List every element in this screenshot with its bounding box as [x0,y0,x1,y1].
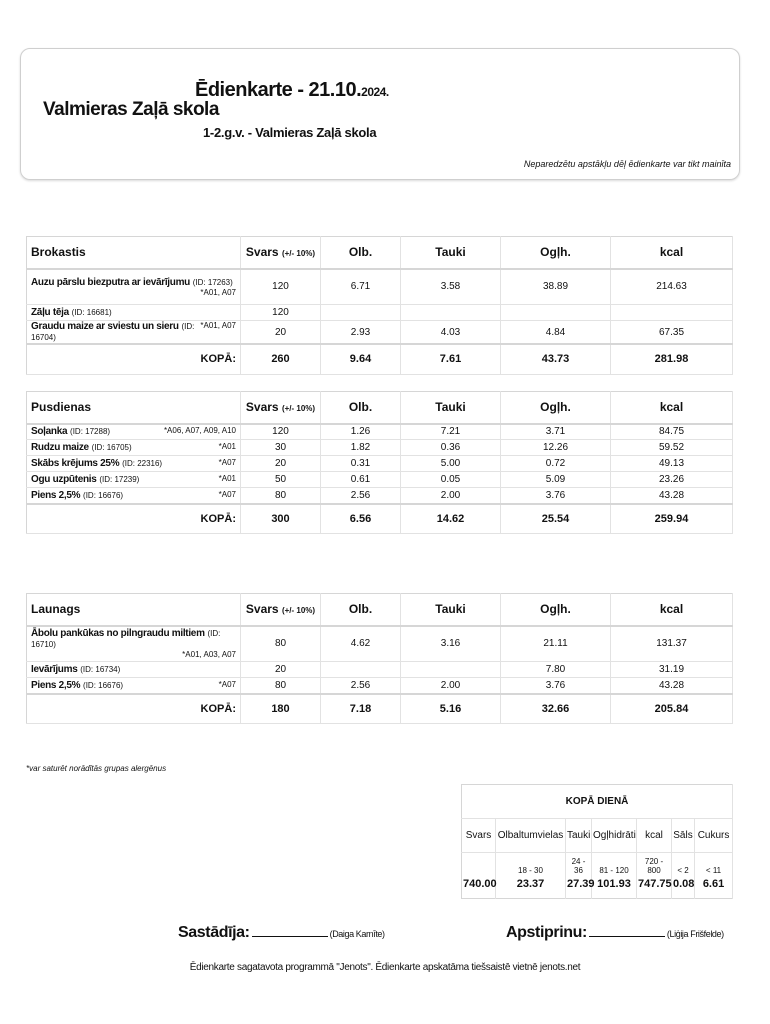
kcal-value: 84.75 [611,424,733,440]
dish-cell [27,321,241,345]
daily-header-cell: Sāls [672,819,695,853]
daily-title: KOPĀ DIENĀ [462,785,733,819]
dish-row [27,440,733,456]
dish-row [27,488,733,504]
approved-label: Apstiprinu: [506,924,587,941]
dish-cell [27,424,241,440]
carbs-value: 0.72 [501,456,611,472]
weight-label: Svars [245,602,279,617]
total-kcal: 281.98 [611,344,733,374]
total-weight: 260 [241,344,321,374]
fat-value: 3.16 [401,626,501,662]
kcal-value: 49.13 [611,456,733,472]
meal-table [26,236,733,375]
dish-cell [27,305,241,321]
protein-value: 1.82 [321,440,401,456]
allergen-codes: *A01, A07 [200,321,236,330]
fat-header: Tauki [401,594,501,626]
meal-header-row [27,392,733,424]
fat-header: Tauki [401,392,501,424]
signature-line [589,925,665,937]
dish-id: (ID: 17288) [70,427,111,437]
allergen-codes: *A07 [218,489,236,499]
meal-table [26,391,733,534]
daily-header-cell: Svars [462,819,496,853]
protein-value [321,305,401,321]
total-row [27,504,733,534]
total-kcal: 205.84 [611,694,733,724]
daily-value-cell: 747.75 [637,875,672,899]
allergen-codes: *A07 [218,458,236,467]
protein-value: 1.26 [321,424,401,440]
dish-name: Piens 2,5% [31,489,81,501]
fat-value: 3.58 [401,269,501,305]
dish-row [27,662,733,678]
dish-cell [27,662,241,678]
daily-header-cell: Olbaltumvielas [496,819,566,853]
total-label: KOPĀ: [27,694,241,724]
menu-change-note: Neparedzētu apstākļu dēļ ēdienkarte var tikt mainīta [523,159,731,169]
weight-value: 30 [241,440,321,456]
compiled-person: (Daiga Karnīte) [329,929,385,939]
dish-id: (ID: 17263) [192,277,233,287]
allergen-codes: *A07 [218,679,236,689]
carbs-header: Ogļh. [501,237,611,269]
menu-date: Ēdienkarte - 21.10. [195,79,362,101]
weight-value: 80 [241,626,321,662]
dish-name: Soļanka [31,426,68,438]
fat-value [401,662,501,678]
total-weight: 300 [241,504,321,534]
weight-value: 80 [241,488,321,504]
dish-name: Piens 2,5% [31,679,81,691]
protein-header: Olb. [321,392,401,424]
daily-norm-cell: < 2 [672,853,695,875]
dish-cell [27,472,241,488]
daily-norm-row [462,853,733,875]
dish-cell [27,269,241,305]
allergen-note: *var saturēt norādītās grupas alergēnus [26,764,167,773]
daily-header-row [462,819,733,853]
dish-id: (ID: 17239) [99,475,140,484]
carbs-header: Ogļh. [501,392,611,424]
dish-id: (ID: 16705) [91,443,132,452]
dish-name: Auzu pārslu biezputra ar ievārījumu [31,276,190,288]
kcal-value: 23.26 [611,472,733,488]
allergen-codes: *A01, A07 [200,287,236,297]
dish-name: Ievārījums [31,664,78,675]
carbs-value: 4.84 [501,321,611,345]
daily-value-cell: 6.61 [695,875,733,899]
weight-header [241,594,321,626]
total-protein: 9.64 [321,344,401,374]
approved-person: (Liģija Frišfelde) [666,929,724,939]
protein-value [321,662,401,678]
meal-header-row [27,237,733,269]
daily-header-cell: kcal [637,819,672,853]
weight-header [241,237,321,269]
daily-norm-cell: 18 - 30 [496,853,566,875]
dish-row [27,626,733,662]
allergen-codes: *A01, A03, A07 [182,650,236,660]
daily-norm-cell: 720 - 800 [637,853,672,875]
meal-name: Brokastis [27,237,241,269]
dish-name: Ogu uzpūtenis [31,474,97,485]
daily-norm-cell: < 11 [695,853,733,875]
kcal-value: 67.35 [611,321,733,345]
daily-value-cell: 27.39 [566,875,592,899]
protein-value: 4.62 [321,626,401,662]
dish-name: Ābolu pankūkas no pilngraudu miltiem [31,628,205,640]
dish-row [27,321,733,345]
carbs-value: 3.71 [501,424,611,440]
total-row [27,344,733,374]
compiled-by [178,924,385,942]
weight-value: 120 [241,269,321,305]
fat-value: 0.05 [401,472,501,488]
kcal-value: 43.28 [611,488,733,504]
weight-value: 20 [241,456,321,472]
carbs-value: 3.76 [501,678,611,694]
header-box [20,48,740,180]
daily-total-table [461,784,733,899]
dish-row [27,269,733,305]
fat-value: 2.00 [401,678,501,694]
kcal-header: kcal [611,392,733,424]
protein-value: 2.56 [321,678,401,694]
weight-value: 20 [241,662,321,678]
dish-id: (ID: 16676) [83,680,124,690]
daily-norm-cell: 81 - 120 [592,853,637,875]
carbs-value: 21.11 [501,626,611,662]
weight-tolerance: (+/- 10%) [281,606,316,616]
kcal-value: 131.37 [611,626,733,662]
fat-value: 0.36 [401,440,501,456]
allergen-codes: *A01 [218,474,236,483]
dish-row [27,472,733,488]
fat-value: 5.00 [401,456,501,472]
weight-label: Svars [245,245,279,260]
dish-cell [27,488,241,504]
total-protein: 7.18 [321,694,401,724]
meal-table [26,593,733,724]
carbs-value: 5.09 [501,472,611,488]
total-carbs: 32.66 [501,694,611,724]
carbs-value: 3.76 [501,488,611,504]
total-carbs: 25.54 [501,504,611,534]
dish-name: Rudzu maize [31,442,89,453]
dish-row [27,305,733,321]
dish-cell [27,440,241,456]
fat-value: 2.00 [401,488,501,504]
kcal-value: 59.52 [611,440,733,456]
signature-line [252,925,328,937]
menu-subtitle: 1-2.g.v. - Valmieras Zaļā skola [203,125,377,140]
daily-value-cell: 740.00 [462,875,496,899]
dish-cell [27,456,241,472]
protein-header: Olb. [321,594,401,626]
carbs-value [501,305,611,321]
total-fat: 7.61 [401,344,501,374]
fat-header: Tauki [401,237,501,269]
fat-value [401,305,501,321]
dish-id: (ID: 16681) [71,308,112,317]
weight-value: 120 [241,305,321,321]
total-fat: 14.62 [401,504,501,534]
daily-value-cell: 101.93 [592,875,637,899]
weight-tolerance: (+/- 10%) [281,404,316,414]
weight-tolerance: (+/- 10%) [281,249,316,259]
total-carbs: 43.73 [501,344,611,374]
approved-by [506,924,724,942]
kcal-value: 31.19 [611,662,733,678]
fat-value: 4.03 [401,321,501,345]
weight-value: 80 [241,678,321,694]
daily-norm-cell [462,853,496,875]
menu-year: 2024. [361,85,389,99]
dish-row [27,678,733,694]
daily-header-cell: Tauki [566,819,592,853]
daily-header-cell: Cukurs [695,819,733,853]
allergen-codes: *A06, A07, A09, A10 [163,426,236,436]
allergen-codes: *A01 [218,442,236,451]
protein-value: 0.31 [321,456,401,472]
protein-header: Olb. [321,237,401,269]
daily-value-row [462,875,733,899]
dish-name: Skābs krējums 25% [31,458,120,469]
daily-value-cell: 23.37 [496,875,566,899]
total-label: KOPĀ: [27,504,241,534]
dish-cell [27,678,241,694]
meal-name: Pusdienas [27,392,241,424]
dish-cell [27,626,241,662]
carbs-value: 12.26 [501,440,611,456]
total-row [27,694,733,724]
total-label: KOPĀ: [27,344,241,374]
footer-note: Ēdienkarte sagatavota programmā "Jenots". Ēdienkarte apskatāma tiešsaistē vietnē jenots.net [189,962,581,973]
meal-header-row [27,594,733,626]
carbs-header: Ogļh. [501,594,611,626]
dish-id: (ID: 16676) [83,490,124,500]
weight-header [241,392,321,424]
school-name: Valmieras Zaļā skola [43,99,219,120]
dish-id: (ID: 16710) [31,629,221,650]
kcal-value: 43.28 [611,678,733,694]
dish-id: (ID: 22316) [122,459,163,468]
total-weight: 180 [241,694,321,724]
dish-id: (ID: 16704) [31,322,195,342]
weight-value: 120 [241,424,321,440]
compiled-label: Sastādīja: [178,924,250,941]
protein-value: 2.56 [321,488,401,504]
kcal-header: kcal [611,237,733,269]
dish-name: Graudu maize ar sviestu un sieru [31,321,179,332]
protein-value: 6.71 [321,269,401,305]
meal-name: Launags [27,594,241,626]
weight-label: Svars [245,400,279,415]
kcal-value [611,305,733,321]
daily-value-cell: 0.08 [672,875,695,899]
daily-norm-cell: 24 - 36 [566,853,592,875]
kcal-value: 214.63 [611,269,733,305]
total-kcal: 259.94 [611,504,733,534]
protein-value: 2.93 [321,321,401,345]
protein-value: 0.61 [321,472,401,488]
carbs-value: 38.89 [501,269,611,305]
daily-header-cell: Ogļhidrāti [592,819,637,853]
total-fat: 5.16 [401,694,501,724]
total-protein: 6.56 [321,504,401,534]
dish-row [27,456,733,472]
dish-row [27,424,733,440]
dish-name: Zāļu tēja [31,307,69,318]
weight-value: 20 [241,321,321,345]
fat-value: 7.21 [401,424,501,440]
dish-id: (ID: 16734) [80,665,121,674]
carbs-value: 7.80 [501,662,611,678]
kcal-header: kcal [611,594,733,626]
weight-value: 50 [241,472,321,488]
menu-title [195,79,389,102]
